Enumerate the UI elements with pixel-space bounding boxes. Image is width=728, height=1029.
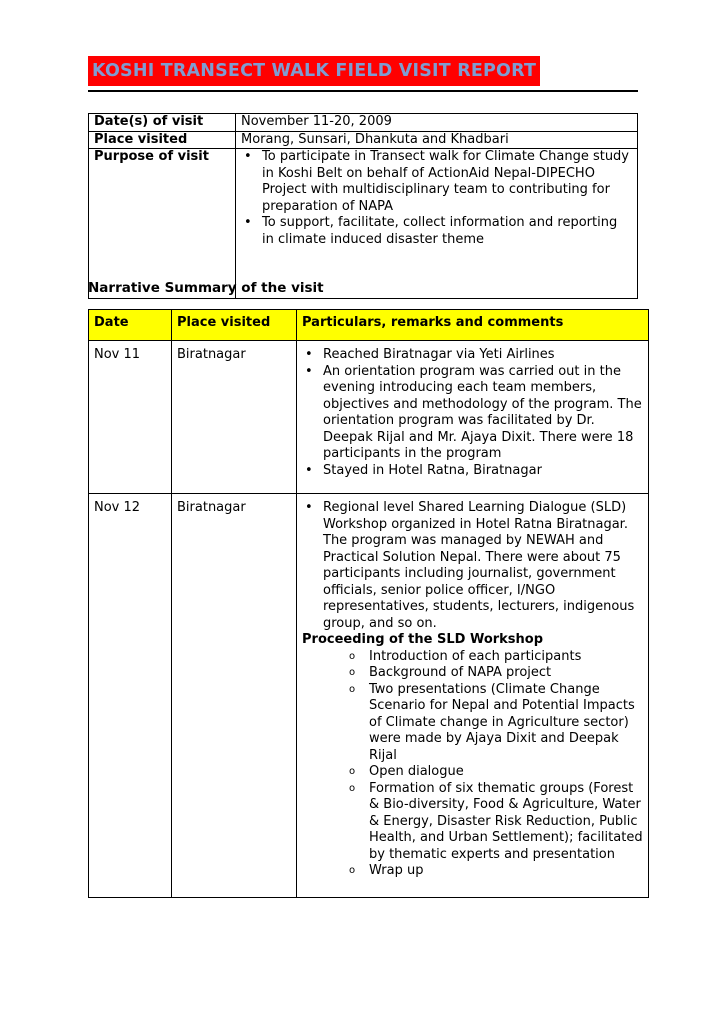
row-place: Biratnagar bbox=[172, 341, 297, 494]
proceedings-list bbox=[302, 649, 643, 880]
list-item: • Reached Biratnagar via Yeti Airlines bbox=[302, 347, 643, 364]
sld-proceedings-heading: Proceeding of the SLD Workshop bbox=[302, 632, 544, 647]
col-header-date: Date bbox=[89, 310, 172, 341]
info-row-dates bbox=[89, 114, 638, 132]
narrative-header-row bbox=[89, 310, 649, 341]
table-row bbox=[89, 494, 649, 898]
narrative-heading: Narrative Summary of the visit bbox=[88, 280, 324, 296]
row-date: Nov 12 bbox=[89, 494, 172, 898]
list-item: o Introduction of each participants bbox=[302, 649, 643, 666]
purpose-list bbox=[241, 149, 632, 248]
title-underline bbox=[88, 90, 638, 92]
info-row-purpose bbox=[89, 149, 638, 299]
dates-label: Date(s) of visit bbox=[89, 114, 236, 132]
particulars-list bbox=[302, 347, 643, 479]
list-item: • Stayed in Hotel Ratna, Biratnagar bbox=[302, 463, 643, 480]
dates-value: November 11-20, 2009 bbox=[236, 114, 638, 132]
purpose-value bbox=[236, 149, 638, 299]
table-row bbox=[89, 341, 649, 494]
particulars-list bbox=[302, 500, 643, 632]
row-place: Biratnagar bbox=[172, 494, 297, 898]
purpose-label: Purpose of visit bbox=[89, 149, 236, 299]
list-item: o Background of NAPA project bbox=[302, 665, 643, 682]
row-particulars bbox=[297, 341, 649, 494]
list-item: o Open dialogue bbox=[302, 764, 643, 781]
visit-info-table bbox=[88, 113, 638, 299]
report-title: KOSHI TRANSECT WALK FIELD VISIT REPORT bbox=[88, 56, 540, 86]
place-value: Morang, Sunsari, Dhankuta and Khadbari bbox=[236, 131, 638, 149]
info-row-place bbox=[89, 131, 638, 149]
purpose-item: • To participate in Transect walk for Climate Change study in Koshi Belt on behalf of ActionAid Nepal-DIPECHO Project with multidisciplinary team to contributing for preparation of NAPA bbox=[241, 149, 632, 215]
col-header-place: Place visited bbox=[172, 310, 297, 341]
purpose-item: • To support, facilitate, collect information and reporting in climate induced disaster theme bbox=[241, 215, 632, 248]
place-label: Place visited bbox=[89, 131, 236, 149]
row-particulars bbox=[297, 494, 649, 898]
list-item: • Regional level Shared Learning Dialogue (SLD) Workshop organized in Hotel Ratna Biratnagar. The program was managed by NEWAH and Practical Solution Nepal. There were about 75 participants including journalist, government officials, senior police officer, I/NGO representatives, students, lecturers, indigenous group, and so on. bbox=[302, 500, 643, 632]
narrative-table bbox=[88, 309, 649, 898]
row-date: Nov 11 bbox=[89, 341, 172, 494]
col-header-particulars: Particulars, remarks and comments bbox=[297, 310, 649, 341]
list-item: • An orientation program was carried out in the evening introducing each team members, objectives and methodology of the program. The orientation program was facilitated by Dr. Deepak Rijal and Mr. Ajaya Dixit. There were 18 participants in the program bbox=[302, 364, 643, 463]
list-item: o Formation of six thematic groups (Forest & Bio-diversity, Food & Agriculture, Water & Energy, Disaster Risk Reduction, Public Health, and Urban Settlement); facilitated by thematic experts and presentation bbox=[302, 781, 643, 864]
list-item: o Two presentations (Climate Change Scenario for Nepal and Potential Impacts of Climate change in Agriculture sector) were made by Ajaya Dixit and Deepak Rijal bbox=[302, 682, 643, 765]
list-item: o Wrap up bbox=[302, 863, 643, 880]
